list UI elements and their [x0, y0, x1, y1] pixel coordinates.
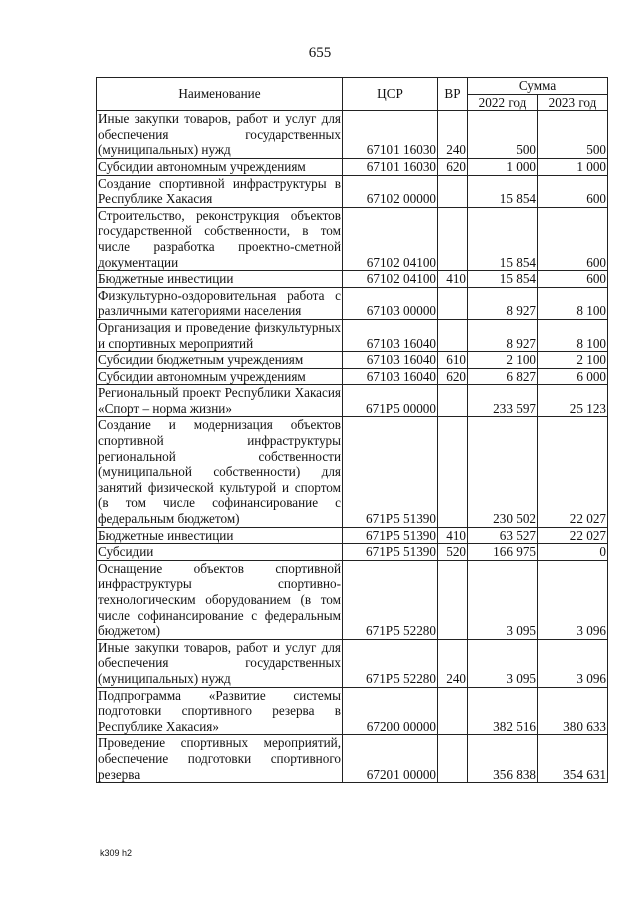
- row-csr-code: 671P5 52280: [343, 560, 438, 639]
- row-csr-code: 67201 00000: [343, 735, 438, 783]
- row-amount-2023: 500: [538, 111, 608, 159]
- row-vr-code: 410: [438, 271, 468, 288]
- row-csr-code: 671P5 00000: [343, 385, 438, 417]
- row-csr-code: 671P5 51390: [343, 417, 438, 527]
- row-name: Подпрограмма «Развитие системы подготовки спортивного резерва в Республике Хакасия»: [98, 687, 341, 734]
- row-amount-2022: 63 527: [468, 527, 538, 544]
- table-row: [97, 207, 608, 270]
- row-amount-2023: 8 100: [538, 287, 608, 319]
- row-vr-code: [438, 287, 468, 319]
- row-name: Создание спортивной инфраструктуры в Республике Хакасия: [98, 175, 341, 207]
- row-name: Бюджетные инвестиции: [97, 527, 343, 544]
- row-csr-code: 67103 16040: [343, 368, 438, 385]
- row-vr-code: [438, 735, 468, 783]
- row-amount-2022: 382 516: [468, 687, 538, 735]
- row-amount-2023: 2 100: [538, 352, 608, 369]
- row-vr-code: [438, 319, 468, 351]
- header-name: Наименование: [97, 78, 343, 111]
- table-header-row: [97, 78, 608, 95]
- row-vr-code: [438, 175, 468, 207]
- table-row: [97, 271, 608, 288]
- row-amount-2023: 8 100: [538, 319, 608, 351]
- row-vr-code: [438, 385, 468, 417]
- row-name: Проведение спортивных мероприятий, обеспечение подготовки спортивного резерва: [98, 735, 341, 782]
- row-name: Иные закупки товаров, работ и услуг для обеспечения государственных (муниципальных) нужд: [98, 639, 341, 686]
- row-name: Бюджетные инвестиции: [97, 271, 343, 288]
- row-csr-code: 67103 16040: [343, 319, 438, 351]
- table-row: [97, 352, 608, 369]
- row-amount-2023: 380 633: [538, 687, 608, 735]
- table-row: [97, 319, 608, 351]
- table-row: [97, 175, 608, 207]
- table-row: [97, 639, 608, 687]
- row-amount-2022: 230 502: [468, 417, 538, 527]
- row-csr-code: 67102 04100: [343, 207, 438, 270]
- row-amount-2022: 2 100: [468, 352, 538, 369]
- budget-table: [96, 77, 608, 783]
- row-name: Создание и модернизация объектов спортивной инфраструктуры региональной собственности (муниципальной собственности) для занятий физической культурой и спортом (в том числе софинансирование с федеральным бюджетом): [98, 417, 341, 527]
- header-year-2023: 2023 год: [538, 94, 608, 111]
- row-amount-2023: 22 027: [538, 527, 608, 544]
- footer-code: k309 h2: [100, 848, 133, 858]
- header-vr: ВР: [438, 78, 468, 111]
- table-body: [97, 111, 608, 783]
- row-csr-code: 67102 00000: [343, 175, 438, 207]
- row-name: Субсидии автономным учреждениям: [97, 368, 343, 385]
- table-row: [97, 735, 608, 783]
- row-amount-2023: 354 631: [538, 735, 608, 783]
- table-row: [97, 385, 608, 417]
- row-amount-2022: 3 095: [468, 560, 538, 639]
- header-csr: ЦСР: [343, 78, 438, 111]
- row-amount-2022: 356 838: [468, 735, 538, 783]
- row-amount-2022: 233 597: [468, 385, 538, 417]
- row-name: Организация и проведение физкультурных и спортивных мероприятий: [98, 319, 341, 351]
- row-amount-2022: 8 927: [468, 319, 538, 351]
- row-amount-2022: 500: [468, 111, 538, 159]
- row-amount-2022: 1 000: [468, 158, 538, 175]
- row-vr-code: 520: [438, 544, 468, 561]
- table-row: [97, 527, 608, 544]
- row-csr-code: 67101 16030: [343, 111, 438, 159]
- row-amount-2023: 600: [538, 207, 608, 270]
- row-csr-code: 671P5 51390: [343, 544, 438, 561]
- row-csr-code: 67102 04100: [343, 271, 438, 288]
- row-csr-code: 67103 16040: [343, 352, 438, 369]
- table-row: [97, 417, 608, 527]
- row-vr-code: 240: [438, 639, 468, 687]
- row-vr-code: 620: [438, 368, 468, 385]
- row-vr-code: 620: [438, 158, 468, 175]
- row-csr-code: 671P5 52280: [343, 639, 438, 687]
- row-amount-2023: 3 096: [538, 639, 608, 687]
- row-amount-2022: 3 095: [468, 639, 538, 687]
- row-amount-2023: 0: [538, 544, 608, 561]
- row-name: Субсидии автономным учреждениям: [97, 158, 343, 175]
- row-amount-2022: 15 854: [468, 271, 538, 288]
- row-vr-code: 410: [438, 527, 468, 544]
- row-amount-2023: 3 096: [538, 560, 608, 639]
- row-amount-2023: 600: [538, 175, 608, 207]
- row-amount-2023: 6 000: [538, 368, 608, 385]
- row-name: Иные закупки товаров, работ и услуг для обеспечения государственных (муниципальных) нужд: [98, 111, 341, 158]
- row-amount-2023: 25 123: [538, 385, 608, 417]
- row-amount-2022: 8 927: [468, 287, 538, 319]
- row-csr-code: 67200 00000: [343, 687, 438, 735]
- row-name: Оснащение объектов спортивной инфраструктуры спортивно-технологическим оборудованием (в том числе софинансирование с федеральным бюджетом): [98, 560, 341, 639]
- header-year-2022: 2022 год: [468, 94, 538, 111]
- table-row: [97, 111, 608, 159]
- row-amount-2023: 1 000: [538, 158, 608, 175]
- row-amount-2023: 22 027: [538, 417, 608, 527]
- row-csr-code: 67103 00000: [343, 287, 438, 319]
- row-name: Региональный проект Республики Хакасия «Спорт – норма жизни»: [98, 385, 341, 416]
- table-row: [97, 368, 608, 385]
- row-amount-2022: 166 975: [468, 544, 538, 561]
- row-name: Строительство, реконструкция объектов государственной собственности, в том числе разработка проектно-сметной документации: [98, 207, 341, 270]
- row-name: Физкультурно-оздоровительная работа с различными категориями населения: [98, 287, 341, 319]
- table-row: [97, 544, 608, 561]
- row-vr-code: 610: [438, 352, 468, 369]
- table-row: [97, 287, 608, 319]
- row-name: Субсидии: [97, 544, 343, 561]
- row-csr-code: 671P5 51390: [343, 527, 438, 544]
- row-name: Субсидии бюджетным учреждениям: [97, 352, 343, 369]
- row-amount-2022: 6 827: [468, 368, 538, 385]
- table-row: [97, 560, 608, 639]
- row-vr-code: [438, 207, 468, 270]
- row-amount-2023: 600: [538, 271, 608, 288]
- row-amount-2022: 15 854: [468, 175, 538, 207]
- table-row: [97, 687, 608, 735]
- row-vr-code: 240: [438, 111, 468, 159]
- row-vr-code: [438, 417, 468, 527]
- page-number: 655: [308, 45, 332, 61]
- row-vr-code: [438, 687, 468, 735]
- row-csr-code: 67101 16030: [343, 158, 438, 175]
- row-vr-code: [438, 560, 468, 639]
- row-amount-2022: 15 854: [468, 207, 538, 270]
- table-row: [97, 158, 608, 175]
- header-sum: Сумма: [468, 78, 608, 95]
